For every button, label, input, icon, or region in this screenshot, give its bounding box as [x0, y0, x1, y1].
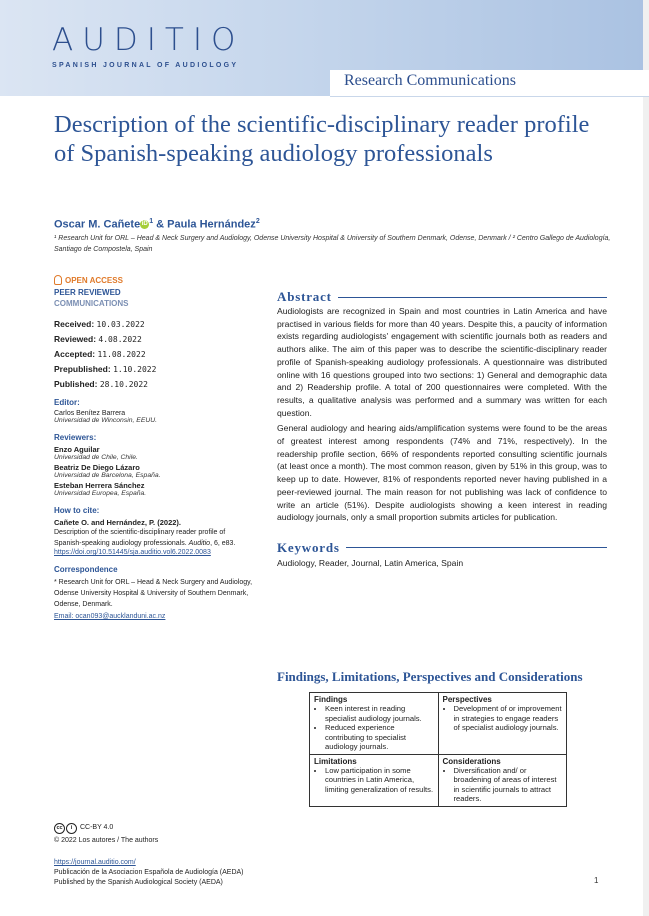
- findings-heading: Findings: [314, 695, 348, 704]
- cite-doi-link[interactable]: https://doi.org/10.51445/sja.auditio.vol6.2022.0083: [54, 549, 211, 556]
- author-line: [54, 218, 260, 231]
- journal-logo: AUDITIO: [52, 22, 245, 58]
- page-number: 1: [594, 876, 599, 885]
- perspectives-cell: [438, 693, 567, 755]
- list-item: • Low participation in some countries in Latin America, limiting generalization of results.: [325, 766, 434, 795]
- list-item: • Development of or improvement in strategies to engage readers of specialist audiology journals.: [454, 704, 563, 733]
- orcid-icon[interactable]: iD: [141, 221, 148, 228]
- author-2[interactable]: & Paula Hernández: [153, 218, 256, 231]
- perspectives-heading: Perspectives: [442, 695, 492, 704]
- author-1[interactable]: Oscar M. Cañete: [54, 218, 141, 231]
- date-accepted: Accepted: 11.08.2022: [54, 349, 146, 359]
- peer-reviewed-label: PEER REVIEWED: [54, 288, 121, 297]
- footer-line-en: Published by the Spanish Audiological Society (AEDA): [54, 879, 223, 886]
- abstract-paragraph-2: General audiology and hearing aids/amplification systems were found to be the areas of greatest interest among respondents (74% and 71%, respectively). In the readership profile section, 66% of respondents reported consulting scientific journals (at least once a month). The most common reason, given by 51% in this group, was to keep up to date. However, 81% of respondents reported never having published in a peer-reviewed journal. The main reason for not publishing was lack of confidence to write an article (51%). Despite audiologists showing a keen interest in reading audiology journals, only a small proportion submits articles for publication.: [277, 423, 607, 523]
- correspondence-heading: Correspondence: [54, 565, 118, 574]
- cc-icon: cc: [54, 823, 65, 834]
- journal-subtitle: SPANISH JOURNAL OF AUDIOLOGY: [52, 62, 239, 69]
- heading-rule: [346, 547, 607, 548]
- abstract-body: [277, 305, 607, 524]
- date-reviewed: Reviewed: 4.08.2022: [54, 334, 142, 344]
- reviewer-institution: Universidad de Barcelona, España.: [54, 472, 161, 479]
- date-published: Published: 28.10.2022: [54, 379, 148, 389]
- correspondence-email-link[interactable]: Email: ocan093@aucklanduni.ac.nz: [54, 613, 166, 620]
- date-prepublished: Prepublished: 1.10.2022: [54, 364, 157, 374]
- cite-journal: Auditio: [188, 540, 211, 547]
- limitations-cell: [310, 754, 439, 806]
- reviewer-name: Beatriz De Diego Lázaro: [54, 463, 140, 472]
- cite-text: Description of the scientific-disciplinary reader profile of Spanish-speaking audiology professionals. Auditio, 6, e83.: [54, 529, 236, 547]
- abstract-paragraph-1: Audiologists are recognized in Spain and most countries in Latin America and have practised in various fields for more than 40 years. Despite this, a paucity of information exists regarding audiologists' engagement with scientific journals both as readers and authors alike. The aim of this paper was to describe the scientific-disciplinary reader profile of Spanish-speaking audiology professionals. A questionnaire was distributed online with 16 questions grouped into two sections: 1) General and demographic data and 2) Readership profile. A total of 200 questionnaires were completed. With the results, a qualitative analysis was performed and a summary was written for each question.: [277, 306, 607, 418]
- by-icon: i: [66, 823, 77, 834]
- reviewer-institution: Universidad de Chile, Chile.: [54, 454, 138, 461]
- copyright-text: © 2022 Los autores / The authors: [54, 837, 159, 844]
- date-received: Received: 10.03.2022: [54, 319, 145, 329]
- license-block: [54, 823, 158, 844]
- section-label: Research Communications: [344, 72, 516, 89]
- reviewer-name: Enzo Aguilar: [54, 445, 100, 454]
- list-item: • Reduced experience contributing to specialist audiology journals.: [325, 723, 434, 752]
- open-access-label: OPEN ACCESS: [65, 275, 123, 285]
- editor-name: Carlos Benítez Barrera: [54, 410, 126, 417]
- limitations-heading: Limitations: [314, 756, 357, 766]
- sidebar: [54, 275, 254, 620]
- dates-list: [54, 319, 254, 389]
- footer: [54, 858, 244, 888]
- communications-label: COMMUNICATIONS: [54, 299, 129, 308]
- article-title: Description of the scientific-disciplinary reader profile of Spanish-speaking audiology professionals: [54, 111, 590, 167]
- heading-rule: [338, 297, 607, 298]
- findings-table: [309, 692, 567, 807]
- cite-heading: How to cite:: [54, 506, 100, 515]
- reviewers-heading: Reviewers:: [54, 433, 97, 442]
- open-access-badge: [54, 275, 254, 285]
- list-item: • Diversification and/ or broadening of areas of interest in scientific journals to attract readers.: [454, 766, 563, 804]
- main-column: [277, 289, 607, 568]
- cc-license[interactable]: cc i CC-BY 4.0: [54, 823, 158, 834]
- editor-heading: Editor:: [54, 398, 80, 407]
- page-edge: [643, 0, 649, 916]
- author-2-sup: 2: [255, 218, 260, 225]
- keywords-heading: Keywords: [277, 540, 607, 556]
- considerations-heading: Considerations: [442, 756, 501, 766]
- footer-line-es: Publicación de la Asociacion Española de Audiología (AEDA): [54, 869, 244, 876]
- affiliations: ¹ Research Unit for ORL – Head & Neck Surgery and Audiology, Odense University Hospital & University of Southern Denmark, Odense, Denmark / ² Centro Gallego de Audiología, Santiago de Compostela, Spain: [54, 235, 611, 253]
- journal-url-link[interactable]: https://journal.auditio.com/: [54, 859, 136, 866]
- abstract-heading: Abstract: [277, 289, 607, 305]
- cite-authors: Cañete O. and Hernández, P. (2022).: [54, 518, 181, 527]
- findings-title: Findings, Limitations, Perspectives and Considerations: [277, 669, 583, 684]
- keywords-text: Audiology, Reader, Journal, Latin America, Spain: [277, 557, 464, 568]
- author-1-sup: 1: [149, 218, 154, 225]
- editor-institution: Universidad de Winconsin, EEUU.: [54, 417, 158, 424]
- list-item: • Keen interest in reading specialist audiology journals.: [325, 704, 434, 723]
- correspondence-text: * Research Unit for ORL – Head & Neck Surgery and Audiology, Odense University Hospital & University of Southern Denmark, Odense, Denmark.: [54, 579, 253, 608]
- open-lock-icon: [54, 275, 62, 285]
- findings-cell: [310, 693, 439, 755]
- reviewer-name: Esteban Herrera Sánchez: [54, 481, 145, 490]
- considerations-cell: [438, 754, 567, 806]
- reviewer-institution: Universidad Europea, España.: [54, 490, 147, 497]
